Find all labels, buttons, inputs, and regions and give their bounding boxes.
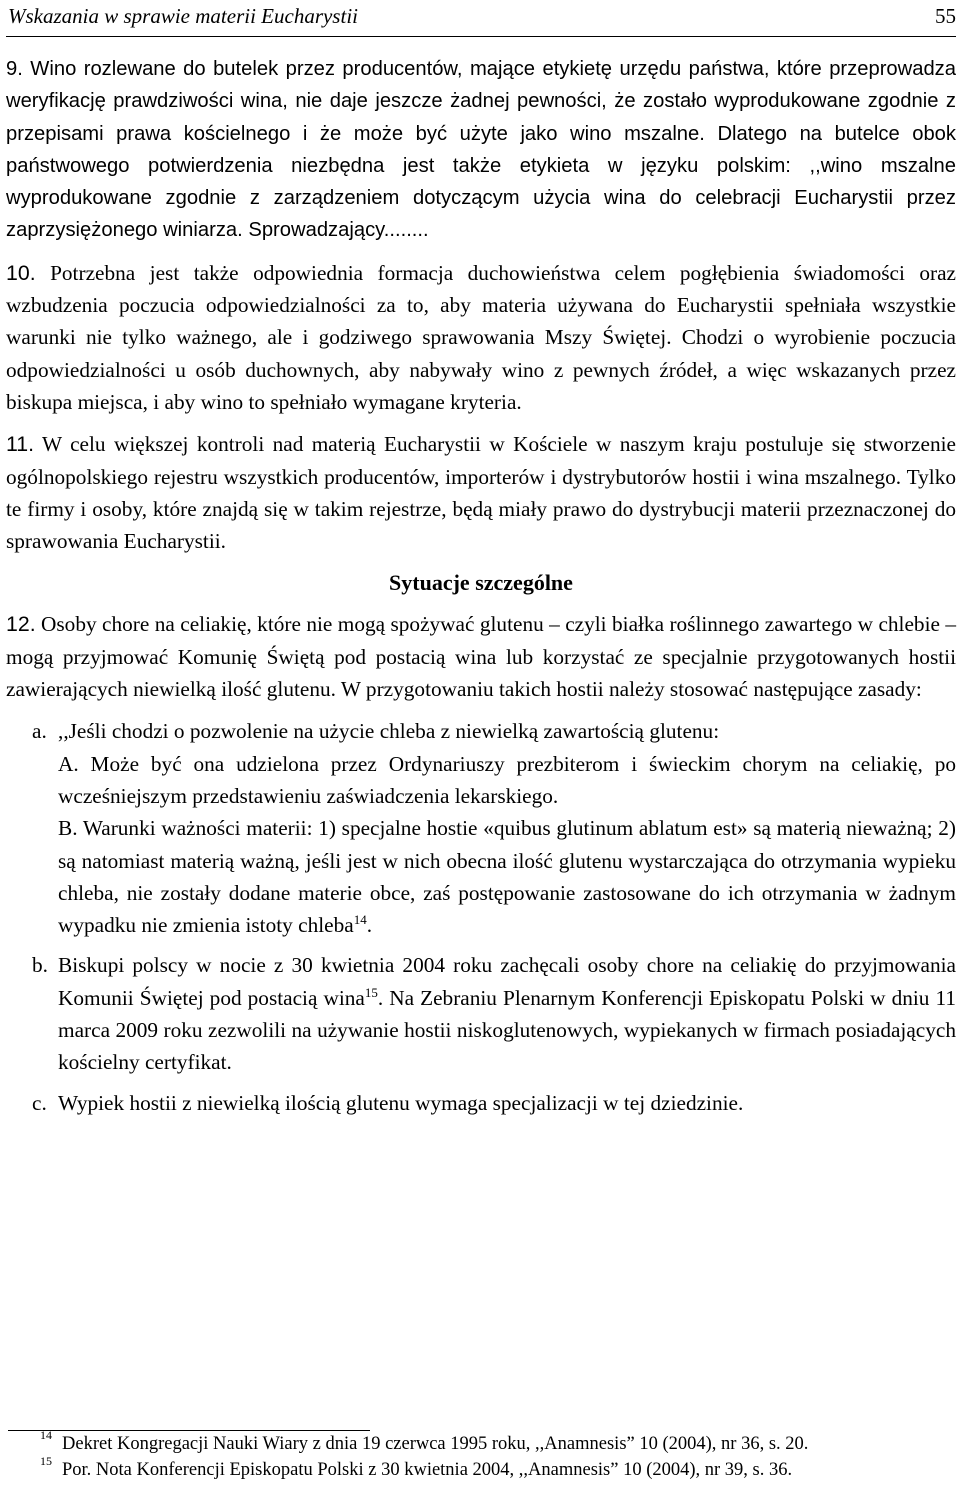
paragraph-number: 9. — [6, 58, 23, 80]
rules-list — [6, 715, 956, 1119]
list-subitem-B — [58, 812, 956, 941]
list-item-b — [6, 949, 956, 1078]
paragraph-10 — [6, 257, 956, 418]
running-header — [6, 0, 956, 37]
subitem-text: B. Warunki ważności materii: 1) specjalne hostie «quibus glutinum ablatum est» są materią nieważną; 2) są natomiast materią ważną, jeśli jest w nich obecna ilość glutenu wystarczająca do otrzymania wypieku chleba, nie zostały dodane materie obce, zaś postępowanie zastosowane do ich otrzymania w żadnym wypadku nie zmienia istoty chleba — [58, 816, 956, 938]
list-subitem-A: A. Może być ona udzielona przez Ordynariuszy prezbiterom i świeckim chorym na celiakię, po wcześniejszym przedstawieniu zaświadczenia lekarskiego. — [58, 751, 956, 808]
paragraph-text: Wino rozlewane do butelek przez producentów, mające etykietę urzędu państwa, które przeprowadza weryfikację prawdziwości wina, nie daje jeszcze żadnej pewności, że zostało wyprodukowane zgodnie z przepisami prawa kościelnego i że może być użyte jako wino mszalne. — [6, 58, 957, 145]
paragraph-text: W celu większej kontroli nad materią Eucharystii w Kościele w naszym kraju postuluje się stworzenie ogólnopolskiego rejestru wszystkich producentów, importerów i dystrybutorów hostii i wina mszalnego. Tylko te firmy i osoby, które znajdą się w takim rejestrze, będą miały prawo do dystrybucji materii przeznaczonej do sprawowania Eucharystii. — [6, 432, 956, 554]
page — [6, 0, 956, 1127]
paragraph-text: Dlatego na butelce obok państwowego potwierdzenia niezbędna jest także etykieta w języku polskim: ,,wino mszalne wyprodukowane zgodnie z zarządzeniem dotyczącym użycia wina do celebracji Eucharystii przez zaprzysiężonego winiarza. Sprowadzający........ — [6, 122, 956, 242]
paragraph-text: Osoby chore na celiakię, które nie mogą spożywać glutenu – czyli białka roślinnego zawartego w chlebie – mogą przyjmować Komunię Świętą pod postacią wina lub korzystać ze specjalnie przygotowanych hostii zawierających niewielką ilość glutenu. W przygotowaniu takich hostii należy stosować następujące zasady: — [6, 612, 956, 702]
footnote-text: Dekret Kongregacji Nauki Wiary z dnia 19 czerwca 1995 roku, ,,Anamnesis” 10 (2004), nr 36, s. 20. — [62, 1434, 809, 1454]
section-heading: Sytuacje szczególne — [389, 570, 573, 596]
paragraph-number: 10. — [6, 260, 36, 285]
paragraph-9 — [6, 53, 956, 247]
item-text: Biskupi polscy w nocie z 30 kwietnia 2004 roku zachęcali osoby chore na celiakię do przyjmowania Komunii Świętej pod postacią wina — [58, 953, 956, 1010]
footnote-15: 15 Por. Nota Konferencji Episkopatu Polski z 30 kwietnia 2004, ,,Anamnesis” 10 (2004), nr 39, s. 36. — [40, 1454, 793, 1480]
running-title: Wskazania w sprawie materii Eucharystii — [8, 4, 358, 28]
subitem-end: . — [366, 913, 373, 938]
list-marker: b. — [32, 953, 48, 978]
list-item-text: Wypiek hostii z niewielką ilością glutenu wymaga specjalizacji w tej dziedzinie. — [58, 1090, 744, 1115]
paragraph-12 — [6, 608, 956, 705]
item-text: . Na Zebraniu Plenarnym Konferencji Episkopatu Polski w dniu 11 marca 2009 roku zezwolili na używanie hostii niskoglutenowych, wypiekanych w firmach posiadających kościelny certyfikat. — [58, 985, 956, 1075]
footnote-14: 14 Dekret Kongregacji Nauki Wiary z dnia 19 czerwca 1995 roku, ,,Anamnesis” 10 (2004), nr 36, s. 20. — [40, 1428, 809, 1454]
paragraph-number: 11. — [6, 432, 35, 457]
footnote-ref[interactable]: 14 — [353, 912, 367, 928]
footnote-text: Por. Nota Konferencji Episkopatu Polski z 30 kwietnia 2004, ,,Anamnesis” 10 (2004), nr 39, s. 36. — [62, 1460, 793, 1480]
page-number: 55 — [935, 4, 956, 28]
list-marker: a. — [32, 719, 47, 744]
document-body — [6, 53, 956, 1119]
list-item-c — [6, 1087, 956, 1119]
list-marker: c. — [32, 1090, 47, 1115]
list-item-a — [6, 715, 956, 941]
paragraph-text: Potrzebna jest także odpowiednia formacja duchowieństwa celem pogłębienia świadomości oraz wzbudzenia poczucia odpowiedzialności za to, aby materia używana do Eucharystii spełniała wszystkie warunki nie tylko ważnego, ale i godziwego sprawowania Mszy Świętej. Chodzi o wyrobienie poczucia odpowiedzialności u osób duchownych, aby nabywały wino z pewnych źródeł, a więc wskazanych przez biskupa miejsca, i aby wino to spełniało wymagane kryteria. — [6, 260, 956, 414]
footnotes — [6, 1430, 956, 1483]
paragraph-11 — [6, 428, 956, 557]
paragraph-number: 12. — [6, 612, 36, 637]
list-item-intro: ,,Jeśli chodzi o pozwolenie na użycie chleba z niewielką zawartością glutenu: — [58, 719, 720, 744]
list-item-text — [58, 949, 956, 1078]
footnote-ref[interactable]: 15 — [364, 984, 378, 1000]
